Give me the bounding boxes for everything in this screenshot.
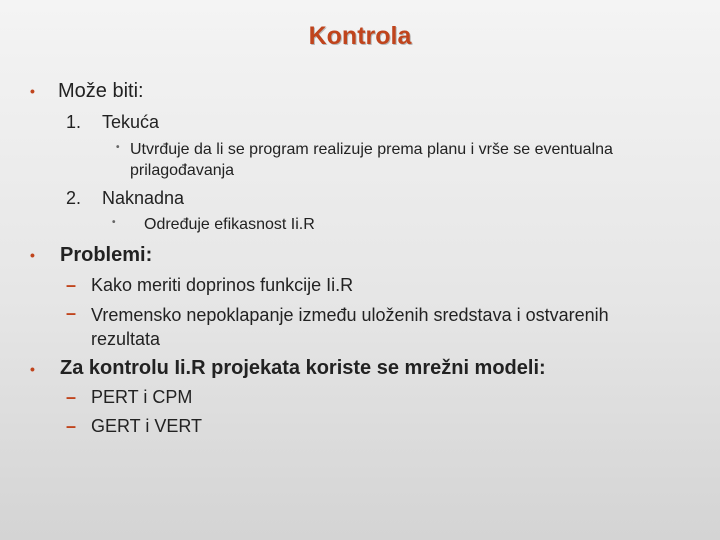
model-item-2: GERT i VERT xyxy=(91,416,203,436)
numbered-item-2-text: Naknadna xyxy=(102,188,185,208)
bullet-1-text: Može biti: xyxy=(58,80,144,102)
dash-marker: – xyxy=(66,275,77,295)
numbered-item-1-num: 1. xyxy=(66,112,82,132)
problem-item-2: Vremensko nepoklapanje između uloženih sredstava i ostvarenih rezultata xyxy=(91,305,609,349)
numbered-item-2-num: 2. xyxy=(66,188,82,208)
dash-marker: – xyxy=(66,416,77,436)
model-item-1: PERT i CPM xyxy=(91,387,193,407)
sub-bullet-marker: • xyxy=(112,217,116,228)
problem-item-1: Kako meriti doprinos funkcije Ii.R xyxy=(91,275,354,295)
slide-title: Kontrola xyxy=(308,22,412,50)
numbered-item-1-sub: Utvrđuje da li se program realizuje prema planu i vrše se eventualna prilagođavanja xyxy=(130,141,613,179)
dash-marker: – xyxy=(66,387,77,407)
bullet-marker: • xyxy=(30,83,35,99)
numbered-item-2-sub: Određuje efikasnost Ii.R xyxy=(144,216,315,233)
sub-bullet-marker: • xyxy=(116,142,120,153)
numbered-item-1-text: Tekuća xyxy=(102,112,160,132)
bullet-2-text: Problemi: xyxy=(60,244,153,266)
dash-marker: – xyxy=(66,303,77,323)
bullet-marker: • xyxy=(30,361,35,377)
bullet-marker: • xyxy=(30,247,35,263)
bullet-3-text: Za kontrolu Ii.R projekata koriste se mrežni modeli: xyxy=(60,357,546,379)
